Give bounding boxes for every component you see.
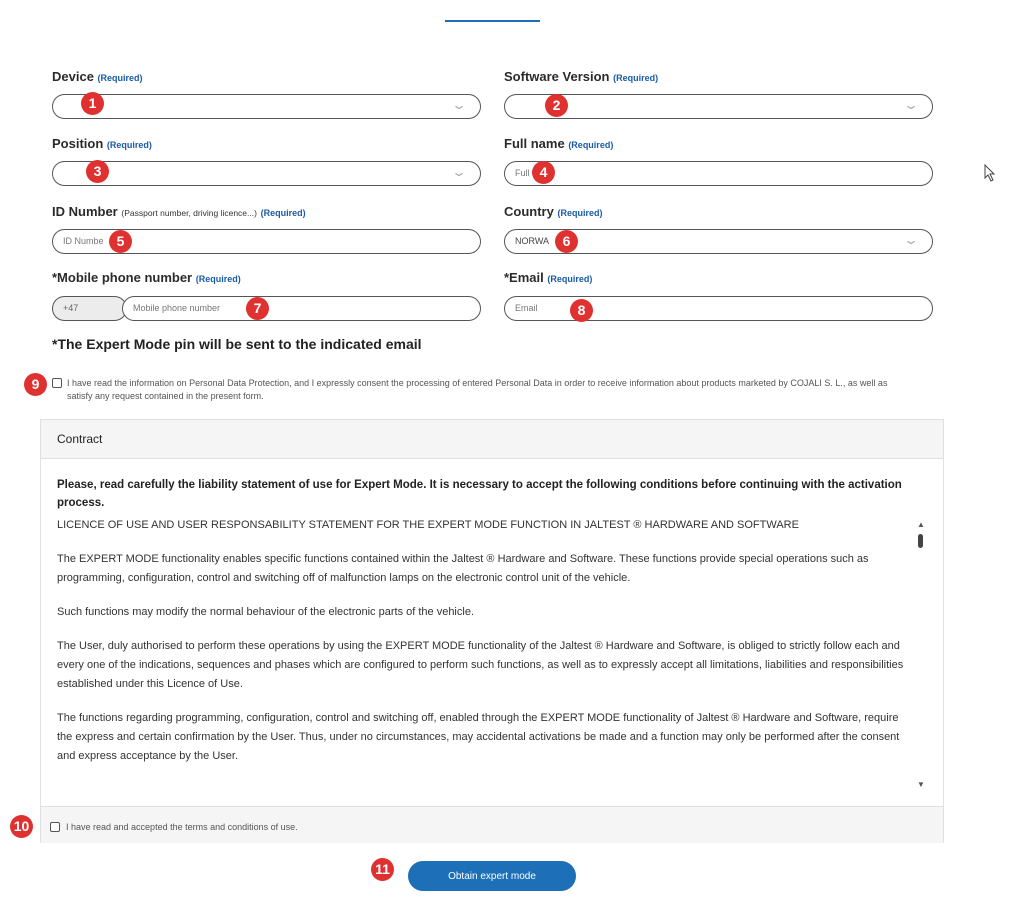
annotation-badge-6: 6 (555, 230, 578, 253)
country-label: Country (Required) (504, 204, 603, 219)
contract-footer (41, 806, 943, 843)
annotation-badge-8: 8 (570, 299, 593, 322)
phone-prefix[interactable]: +47 (52, 296, 127, 321)
position-label: Position (Required) (52, 136, 152, 151)
pin-notice: *The Expert Mode pin will be sent to the indicated email (52, 336, 422, 352)
chevron-down-icon: ⌄ (902, 233, 920, 247)
position-select[interactable] (52, 161, 481, 186)
email-placeholder: Email (515, 303, 538, 313)
mobile-phone-input[interactable] (122, 296, 481, 321)
device-select[interactable] (52, 94, 481, 119)
contract-header (41, 420, 943, 459)
mouse-cursor-icon (984, 164, 996, 182)
contract-title: Contract (57, 432, 103, 446)
id-number-placeholder: ID Numbe (63, 236, 104, 246)
contract-panel (40, 419, 944, 843)
contract-paragraph: LICENCE OF USE AND USER RESPONSABILITY STATEMENT FOR THE EXPERT MODE FUNCTION IN JALTEST ® HARDWARE AND SOFTWARE (57, 519, 799, 531)
contract-paragraph: Such functions may modify the normal behaviour of the electronic parts of the vehicle. (57, 606, 474, 618)
annotation-badge-9: 9 (24, 373, 47, 396)
consent-text: I have read the information on Personal Data Protection, and I expressly consent the processing of entered Personal Data in order to receive information about products marketed by COJALI S. L., as well as satisfy any request contained in the present form. (67, 378, 888, 401)
mobile-placeholder: Mobile phone number (133, 303, 221, 313)
annotation-badge-10: 10 (10, 815, 33, 838)
annotation-badge-2: 2 (545, 94, 568, 117)
mobile-label: *Mobile phone number (Required) (52, 270, 241, 285)
full-name-input[interactable] (504, 161, 933, 186)
full-name-placeholder: Full (515, 168, 530, 178)
scroll-up-arrow-icon[interactable]: ▲ (917, 520, 925, 529)
scroll-down-arrow-icon[interactable]: ▼ (917, 780, 925, 789)
contract-intro: Please, read carefully the liability statement of use for Expert Mode. It is necessary to accept the following conditions before continuing with the activation process. (57, 479, 902, 509)
chevron-down-icon: ⌄ (902, 98, 920, 112)
id-number-label: ID Number (Passport number, driving licence...) (Required) (52, 204, 306, 219)
annotation-badge-3: 3 (86, 160, 109, 183)
obtain-expert-mode-button[interactable]: Obtain expert mode (408, 861, 576, 891)
contract-body[interactable] (57, 516, 915, 800)
terms-label: I have read and accepted the terms and conditions of use. (66, 822, 298, 832)
consent-checkbox[interactable] (52, 378, 62, 388)
chevron-down-icon: ⌄ (450, 165, 468, 179)
contract-paragraph: The User, duly authorised to perform these operations by using the EXPERT MODE functionality of the Jaltest ® Hardware and Software, is obliged to strictly follow each and every one of the indications, sequences and phases which are configured to perform such functions, as well as to expressly accept all limitations, liabilities and responsibilities established under this Licence of Use. (57, 640, 904, 690)
software-version-select[interactable] (504, 94, 933, 119)
scrollbar-thumb[interactable] (918, 534, 923, 548)
contract-paragraph: The EXPERT MODE functionality enables specific functions contained within the Jaltest ® Hardware and Software. These functions provide special operations such as programming, configuration, control and switching off of malfunction lamps on the electronic control unit of the vehicle. (57, 553, 869, 584)
device-label: Device (Required) (52, 69, 143, 84)
email-input[interactable] (504, 296, 933, 321)
software-version-label: Software Version (Required) (504, 69, 659, 84)
annotation-badge-1: 1 (81, 92, 104, 115)
chevron-down-icon: ⌄ (450, 98, 468, 112)
contract-paragraph: The functions regarding programming, configuration, control and switching off, enabled through the EXPERT MODE functionality of Jaltest ® Hardware and Software, require the express and certain confirmation by the User. Thus, under no circumstances, may accidental activations be made and a function may only be performed after the consent and express acceptance by the User. (57, 712, 900, 762)
annotation-badge-5: 5 (109, 230, 132, 253)
annotation-badge-7: 7 (246, 297, 269, 320)
annotation-badge-11: 11 (371, 858, 394, 881)
full-name-label: Full name (Required) (504, 136, 614, 151)
header-underline (445, 20, 540, 22)
annotation-badge-4: 4 (532, 161, 555, 184)
terms-checkbox[interactable] (50, 822, 60, 832)
email-label: *Email (Required) (504, 270, 593, 285)
country-value: NORWA (515, 236, 550, 246)
